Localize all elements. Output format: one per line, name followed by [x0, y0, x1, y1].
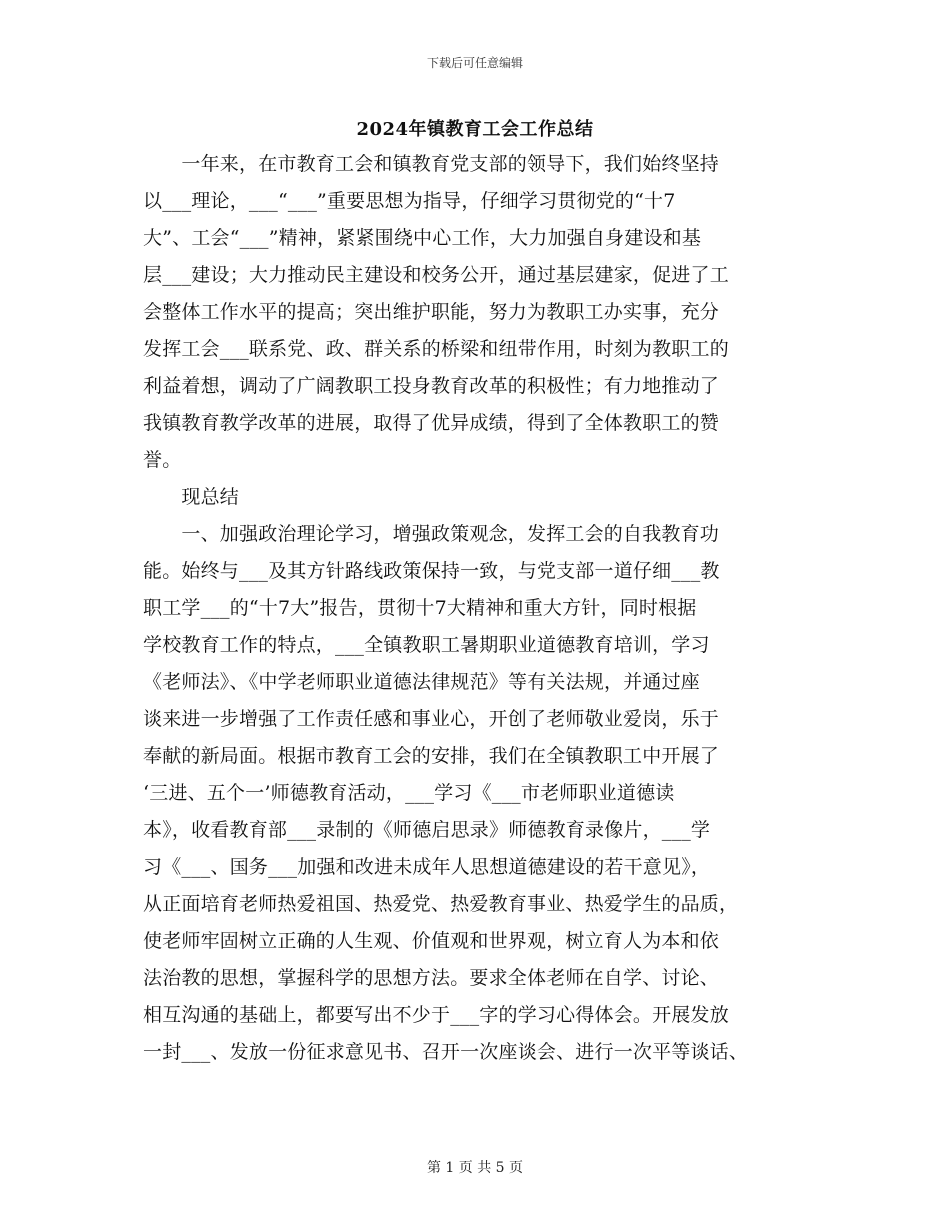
body-line: 谈来进一步增强了工作责任感和事业心，开创了老师敬业爱岗，乐于	[143, 708, 720, 730]
body-line: 发挥工会___联系党、政、群关系的桥梁和纽带作用，时刻为教职工的	[143, 338, 729, 360]
body-line: 我镇教育教学改革的进展，取得了优异成绩，得到了全体教职工的赞	[143, 412, 720, 434]
body-line: 使老师牢固树立正确的人生观、价值观和世界观，树立育人为本和依	[143, 930, 720, 952]
body-line: 相互沟通的基础上，都要写出不少于___字的学习心得体会。开展发放	[143, 1004, 729, 1026]
body-line: 一、加强政治理论学习，增强政策观念，发挥工会的自我教育功	[143, 523, 720, 545]
body-line: 以___理论，___“___”重要思想为指导，仔细学习贯彻党的“十7	[143, 190, 676, 212]
header-note: 下载后可任意编辑	[426, 56, 523, 70]
body-line: 从正面培育老师热爱祖国、热爱党、热爱教育事业、热爱学生的品质，	[143, 893, 739, 915]
body-line: 习《___、国务___加强和改进未成年人思想道德建设的若干意见》，	[143, 856, 711, 878]
body-line: ‘三进、五个一’师德教育活动，___学习《___市老师职业道德读	[143, 782, 675, 804]
body-line: 法治教的思想，掌握科学的思想方法。要求全体老师在自学、讨论、	[143, 967, 720, 989]
body-line: 本》，收看教育部___录制的《师德启思录》师德教育录像片，___学	[143, 819, 711, 841]
body-line: 现总结	[143, 486, 240, 508]
body-line: 大”、工会“___”精神，紧紧围绕中心工作，大力加强自身建设和基	[143, 227, 702, 249]
body-line: 一封___、发放一份征求意见书、召开一次座谈会、进行一次平等谈话、	[143, 1041, 749, 1063]
body-line: 职工学___的“十7大”报告，贯彻十7大精神和重大方针，同时根据	[143, 597, 697, 619]
body-line: 能。始终与___及其方针路线政策保持一致，与党支部一道仔细___教	[143, 560, 720, 582]
body-line: 学校教育工作的特点，___全镇教职工暑期职业道德教育培训，学习	[143, 634, 710, 656]
document-title: 2024年镇教育工会工作总结	[356, 119, 594, 140]
page-indicator: 第 1 页 共 5 页	[426, 1160, 524, 1176]
body-line: 利益着想，调动了广阔教职工投身教育改革的积极性；有力地推动了	[143, 375, 720, 397]
body-line: 奉献的新局面。根据市教育工会的安排，我们在全镇教职工中开展了	[143, 745, 720, 767]
body-line: 会整体工作水平的提高；突出维护职能，努力为教职工办实事，充分	[143, 301, 720, 323]
body-line: 一年来，在市教育工会和镇教育党支部的领导下，我们始终坚持	[143, 153, 720, 175]
body-line: 层___建设；大力推动民主建设和校务公开，通过基层建家，促进了工	[143, 264, 729, 286]
body-line: 誉。	[143, 449, 182, 471]
body-line: 《老师法》、《中学老师职业道德法律规范》等有关法规，并通过座	[143, 671, 701, 693]
